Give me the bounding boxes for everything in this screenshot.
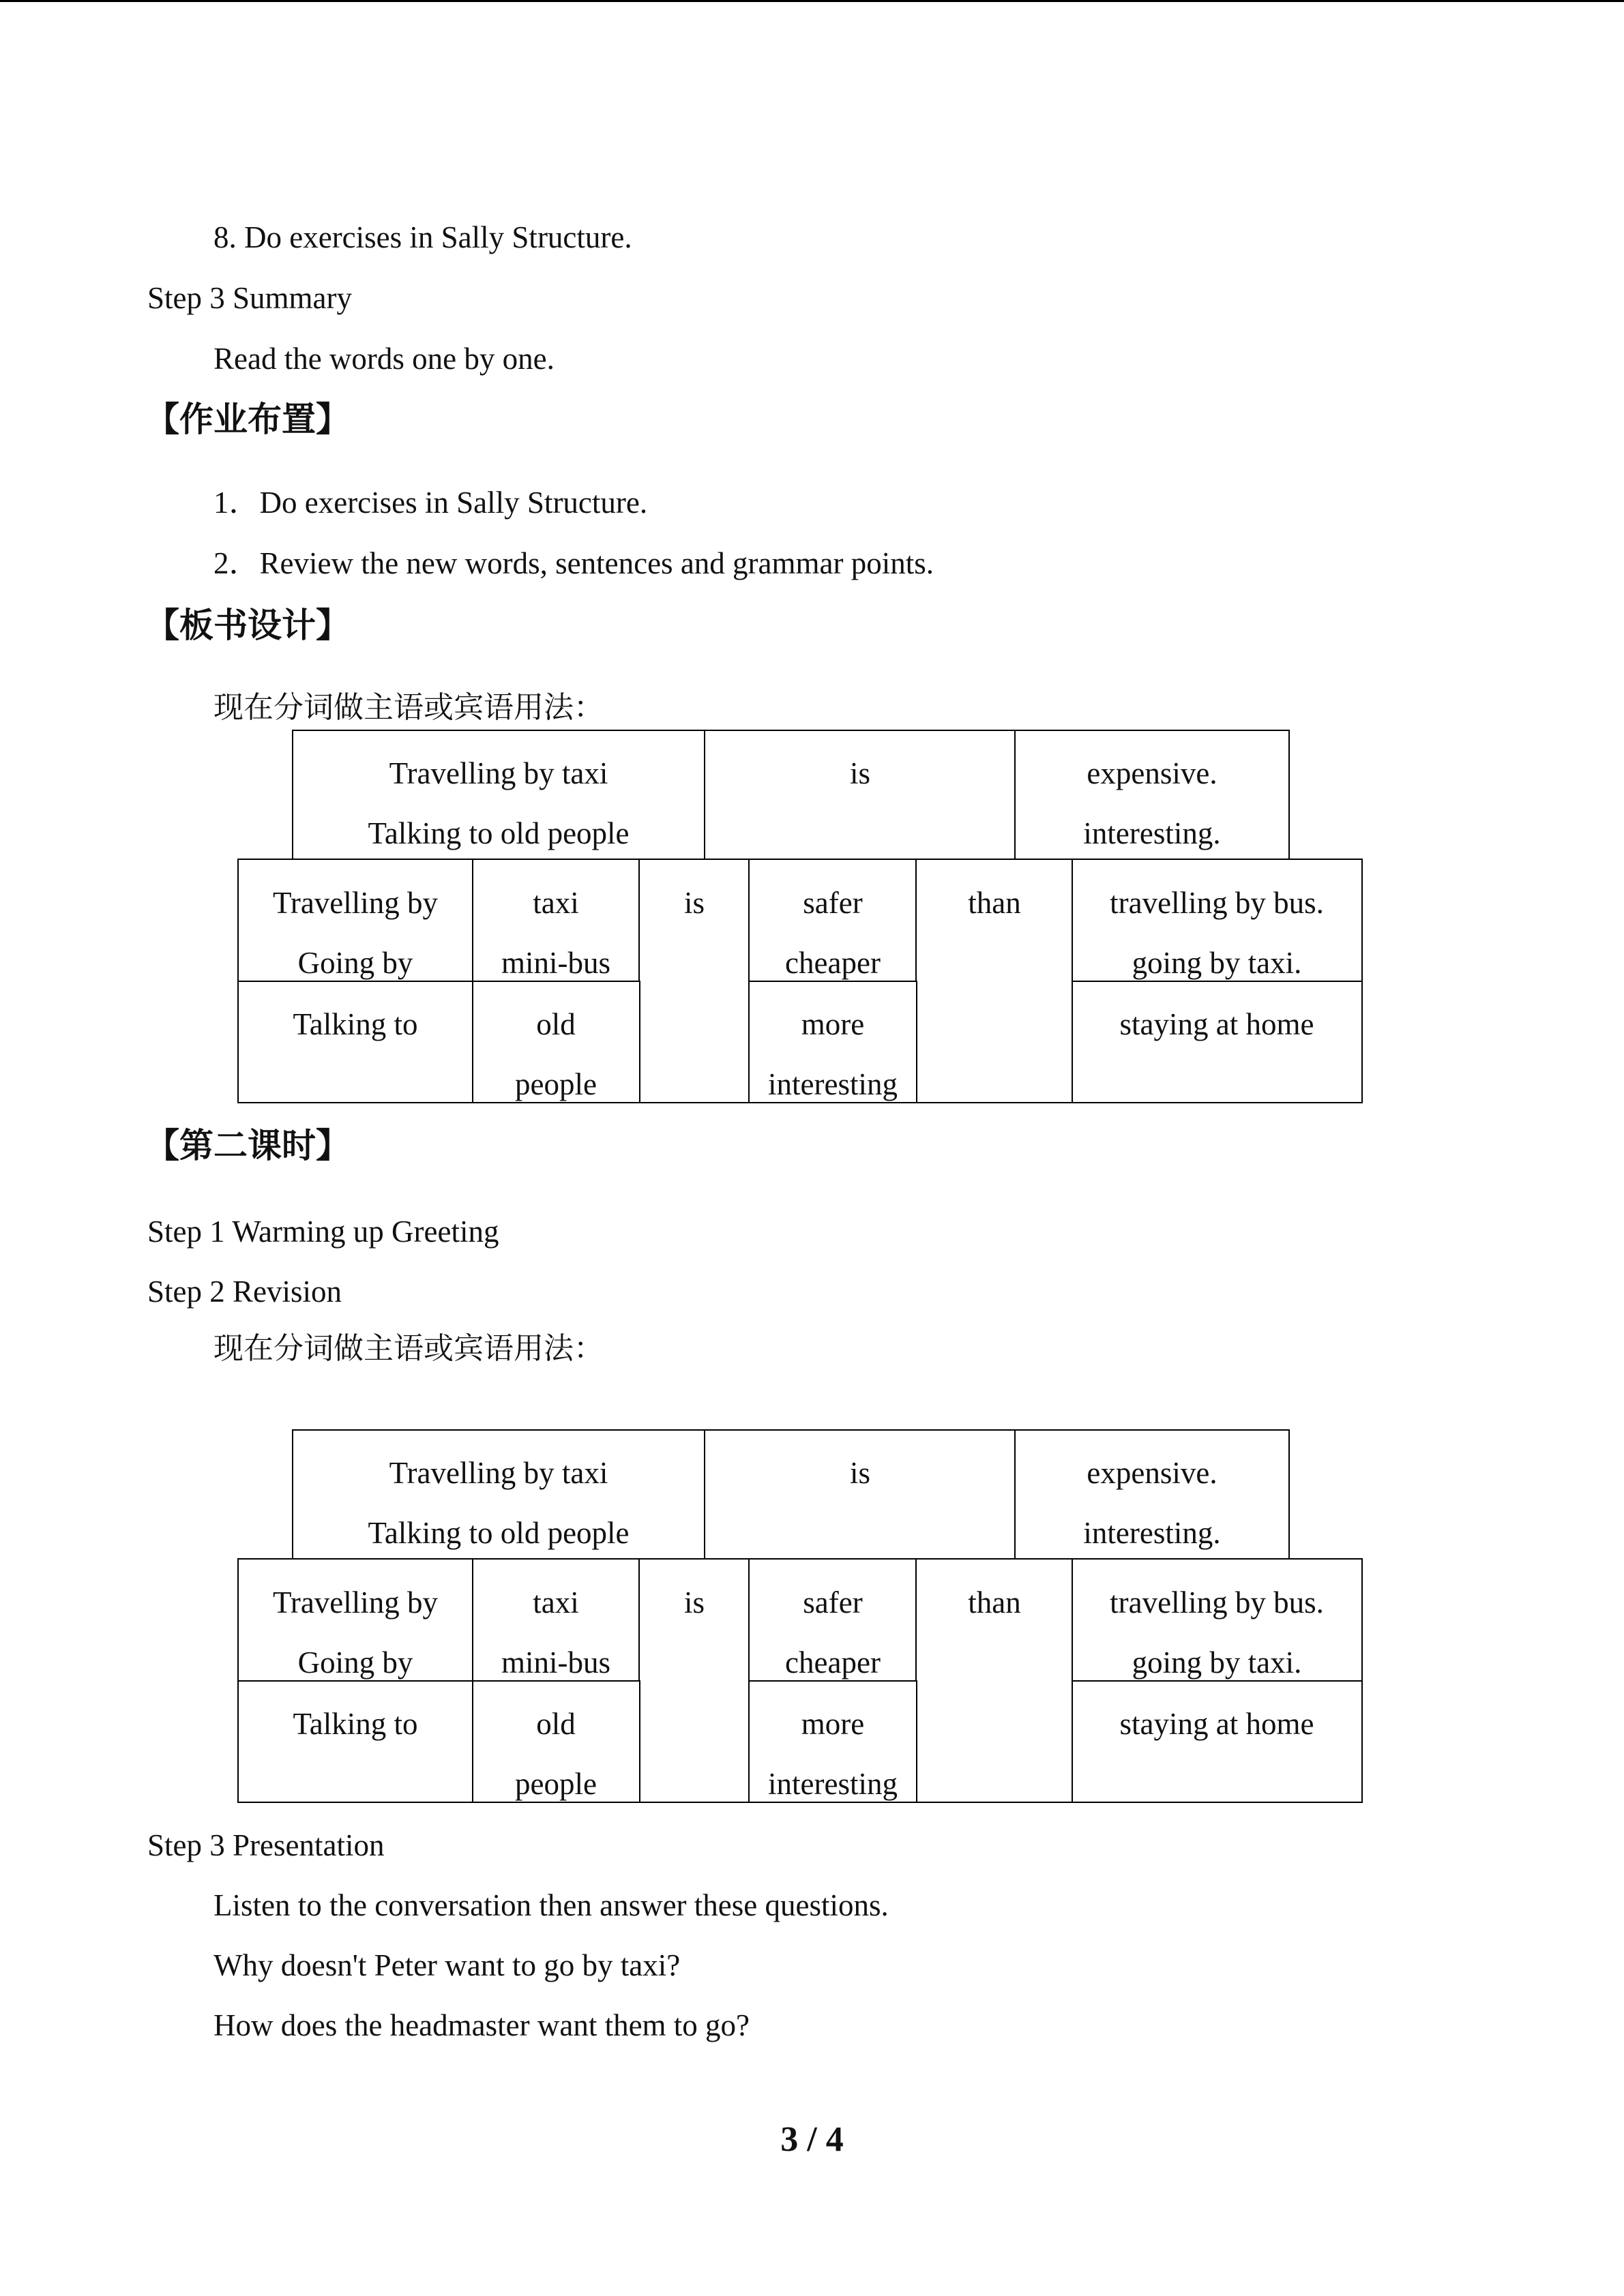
comparison-3: staying at home bbox=[1119, 1007, 1314, 1041]
adjective-4: interesting bbox=[768, 1067, 898, 1101]
homework-heading: 【作业布置】 bbox=[145, 400, 350, 439]
top-border bbox=[0, 0, 1624, 2]
homework-item-2: 2．Review the new words, sentences and grammar points. bbox=[213, 546, 934, 580]
object-2: mini-bus bbox=[501, 1645, 611, 1680]
listen-instruction: Listen to the conversation then answer these questions. bbox=[213, 1888, 889, 1922]
top-complement-1: expensive. bbox=[1087, 1456, 1217, 1490]
revision-caption: 现在分词做主语或宾语用法： bbox=[213, 1331, 604, 1366]
object-3: old bbox=[536, 1007, 576, 1041]
gerund-3: Talking to bbox=[293, 1707, 418, 1741]
top-complement-2: interesting. bbox=[1083, 1516, 1221, 1550]
gerund-1: Travelling by bbox=[272, 1585, 439, 1620]
adjective-1: safer bbox=[803, 886, 863, 920]
step3-summary: Step 3 Summary bbox=[147, 281, 352, 315]
top-subject-1: Travelling by taxi bbox=[389, 1456, 608, 1490]
adjective-2: cheaper bbox=[785, 1645, 881, 1680]
comparison-1: travelling by bus. bbox=[1110, 886, 1324, 920]
board-caption: 现在分词做主语或宾语用法： bbox=[213, 690, 604, 725]
exercise-8: 8. Do exercises in Sally Structure. bbox=[213, 220, 632, 254]
object-4: people bbox=[515, 1067, 597, 1101]
gerund-1: Travelling by bbox=[272, 886, 439, 920]
adjective-3: more bbox=[801, 1007, 865, 1041]
comparison-3: staying at home bbox=[1119, 1707, 1314, 1741]
comparison-1: travelling by bus. bbox=[1110, 1585, 1324, 1620]
adjective-4: interesting bbox=[768, 1767, 898, 1801]
object-1: taxi bbox=[533, 1585, 579, 1620]
top-subject-2: Talking to old people bbox=[368, 1516, 630, 1550]
homework-item-1: 1．Do exercises in Sally Structure. bbox=[213, 486, 648, 520]
top-subject-2: Talking to old people bbox=[368, 816, 630, 850]
top-verb: is bbox=[849, 756, 871, 790]
adjective-3: more bbox=[801, 1707, 865, 1741]
question-1: Why doesn't Peter want to go by taxi? bbox=[213, 1948, 681, 1982]
gerund-2: Going by bbox=[297, 1645, 413, 1680]
object-2: mini-bus bbox=[501, 946, 611, 980]
step2-revision: Step 2 Revision bbox=[147, 1274, 342, 1309]
top-verb: is bbox=[849, 1456, 871, 1490]
comparison-2: going by taxi. bbox=[1132, 946, 1302, 980]
top-subject-1: Travelling by taxi bbox=[389, 756, 608, 790]
page-number: 3 / 4 bbox=[780, 2120, 844, 2159]
lesson2-heading: 【第二课时】 bbox=[145, 1126, 350, 1165]
top-verb-cell bbox=[704, 1429, 1016, 1560]
top-complement-1: expensive. bbox=[1087, 756, 1217, 790]
read-words: Read the words one by one. bbox=[213, 342, 555, 376]
gerund-3: Talking to bbox=[293, 1007, 418, 1041]
top-complement-2: interesting. bbox=[1083, 816, 1221, 850]
step3-presentation: Step 3 Presentation bbox=[147, 1828, 385, 1862]
question-2: How does the headmaster want them to go? bbox=[213, 2008, 750, 2042]
verb-is: is bbox=[683, 1585, 705, 1620]
adjective-1: safer bbox=[803, 1585, 863, 1620]
object-1: taxi bbox=[533, 886, 579, 920]
board-design-heading: 【板书设计】 bbox=[145, 606, 350, 645]
object-4: people bbox=[515, 1767, 597, 1801]
gerund-2: Going by bbox=[297, 946, 413, 980]
than-word: than bbox=[968, 886, 1021, 920]
object-3: old bbox=[536, 1707, 576, 1741]
comparison-2: going by taxi. bbox=[1132, 1645, 1302, 1680]
top-verb-cell bbox=[704, 730, 1016, 861]
verb-is: is bbox=[683, 886, 705, 920]
than-word: than bbox=[968, 1585, 1021, 1620]
adjective-2: cheaper bbox=[785, 946, 881, 980]
step1-warming-up: Step 1 Warming up Greeting bbox=[147, 1214, 499, 1249]
